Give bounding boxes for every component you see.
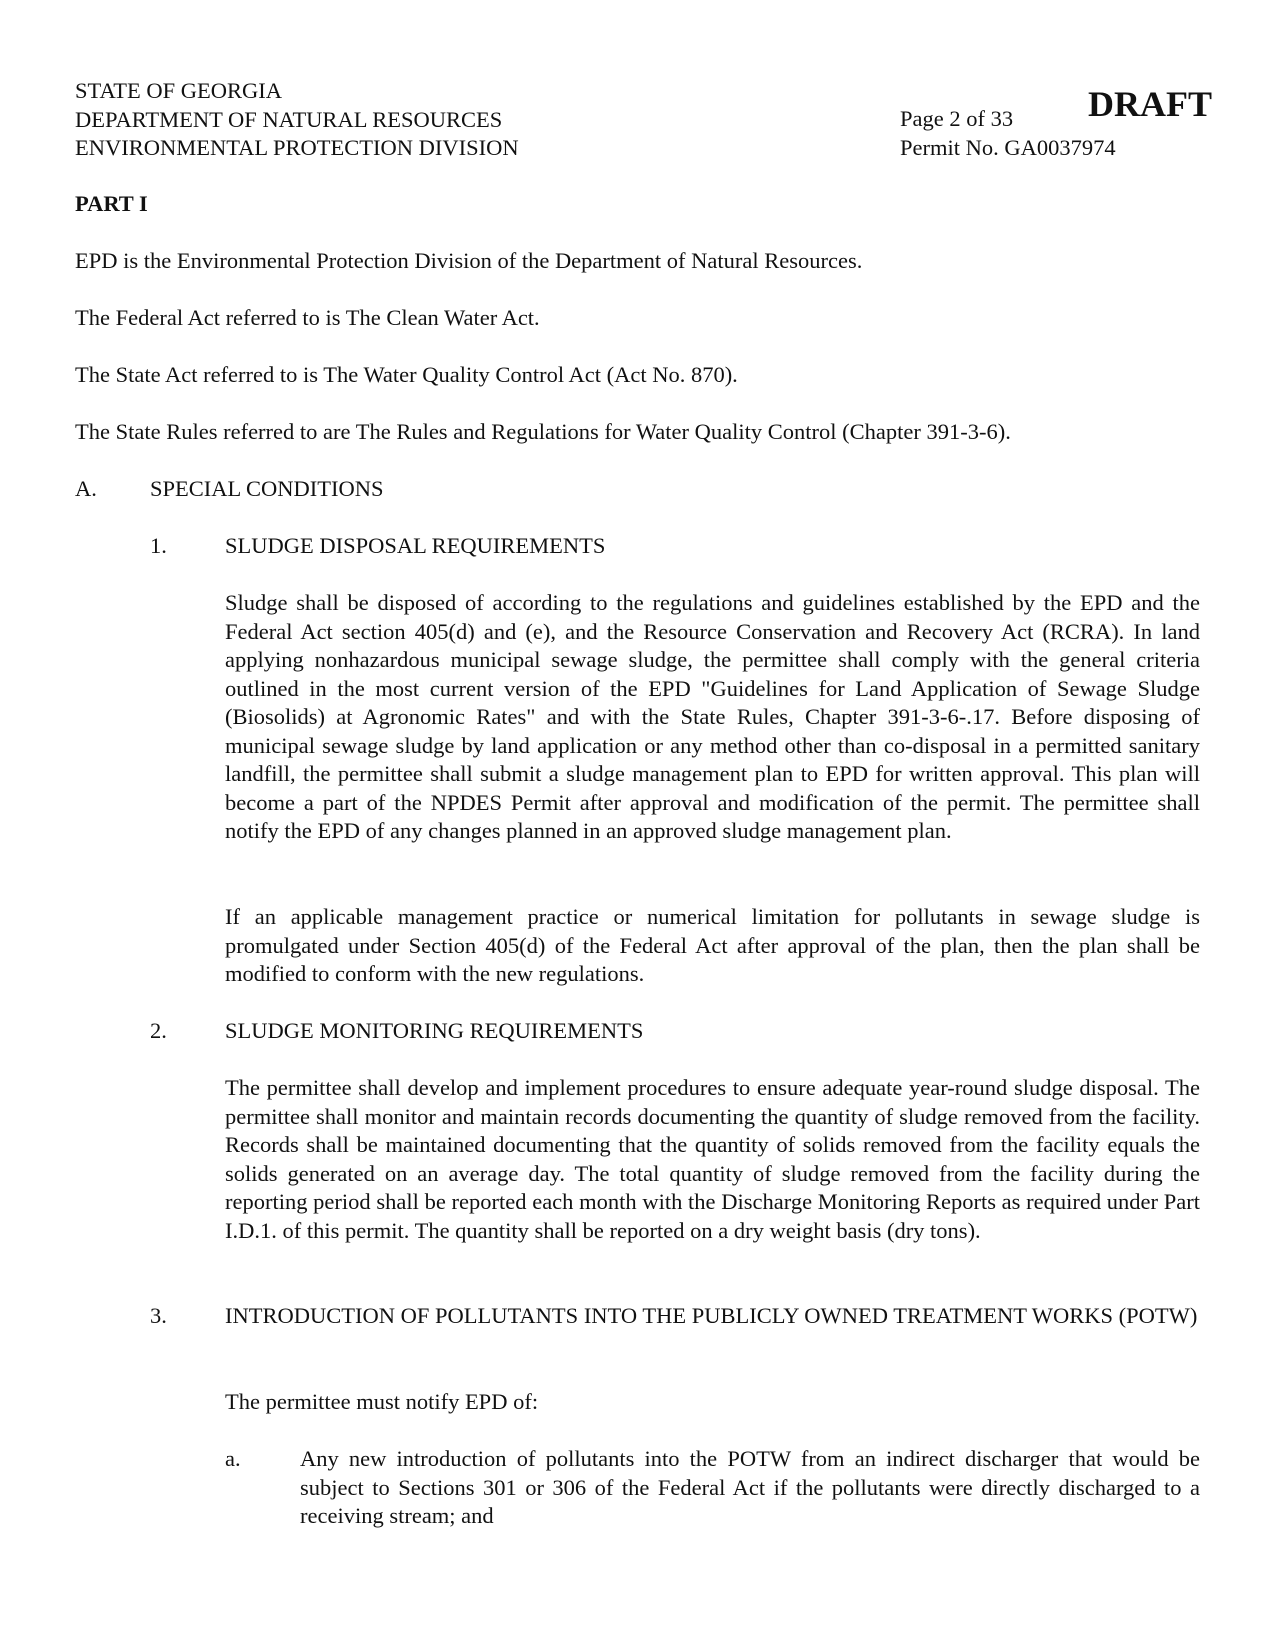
paragraph-notify-intro: The permittee must notify EPD of:	[225, 1389, 539, 1414]
subitem-new-pollutants: Any new introduction of pollutants into the POTW from an indirect discharger that would be subject to Sections 301 or 306 of the Federal Act if the pollutants were directly discharged to a receiving stream; and	[300, 1446, 1200, 1528]
definition-federal-act: The Federal Act referred to is The Clean Water Act.	[75, 305, 540, 330]
definition-state-act: The State Act referred to is The Water Quality Control Act (Act No. 870).	[75, 362, 738, 387]
item-number: 3.	[150, 1303, 167, 1328]
item-title-sludge-monitoring: SLUDGE MONITORING REQUIREMENTS	[225, 1018, 644, 1043]
page-info	[900, 105, 1116, 162]
item-number: 1.	[150, 533, 167, 558]
section-title: SPECIAL CONDITIONS	[150, 476, 384, 501]
agency-header	[75, 77, 519, 163]
agency-line-department: DEPARTMENT OF NATURAL RESOURCES	[75, 106, 503, 132]
definition-epd: EPD is the Environmental Protection Division of the Department of Natural Resources.	[75, 248, 863, 273]
subitem-letter: a.	[225, 1446, 241, 1471]
page-number: Page 2 of 33	[900, 106, 1014, 131]
paragraph-sludge-plan-modification: If an applicable management practice or numerical limitation for pollutants in sewage sludge is promulgated under Section 405(d) of the Federal Act after approval of the plan, then the plan shall be modified to conform with the new regulations.	[225, 904, 1200, 986]
section-letter: A.	[75, 476, 97, 501]
item-number: 2.	[150, 1018, 167, 1043]
item-title-pollutants: INTRODUCTION OF POLLUTANTS INTO THE PUBLICLY OWNED TREATMENT WORKS (POTW)	[225, 1303, 1198, 1328]
part-title: PART I	[75, 191, 148, 216]
definition-state-rules: The State Rules referred to are The Rules and Regulations for Water Quality Control (Chapter 391-3-6).	[75, 419, 1011, 444]
draft-watermark: DRAFT	[1088, 84, 1212, 124]
paragraph-sludge-disposal: Sludge shall be disposed of according to the regulations and guidelines established by the EPD and the Federal Act section 405(d) and (e), and the Resource Conservation and Recovery Act (RCRA). In land applying nonhazardous municipal sewage sludge, the permittee shall comply with the general criteria outlined in the most current version of the EPD "Guidelines for Land Application of Sewage Sludge (Biosolids) at Agronomic Rates" and with the State Rules, Chapter 391-3-6-.17. Before disposing of municipal sewage sludge by land application or any method other than co-disposal in a permitted sanitary landfill, the permittee shall submit a sludge management plan to EPD for written approval. This plan will become a part of the NPDES Permit after approval and modification of the permit. The permittee shall notify the EPD of any changes planned in an approved sludge management plan.	[225, 590, 1200, 843]
permit-number: Permit No. GA0037974	[900, 134, 1116, 160]
paragraph-sludge-monitoring: The permittee shall develop and implement procedures to ensure adequate year-round sludge disposal. The permittee shall monitor and maintain records documenting the quantity of sludge removed from the facility. Records shall be maintained documenting that the quantity of solids removed from the facility equals the solids generated on an average day. The total quantity of sludge removed from the facility during the reporting period shall be reported each month with the Discharge Monitoring Reports as required under Part I.D.1. of this permit. The quantity shall be reported on a dry weight basis (dry tons).	[225, 1075, 1200, 1243]
item-title-sludge-disposal: SLUDGE DISPOSAL REQUIREMENTS	[225, 533, 606, 558]
agency-line-division: ENVIRONMENTAL PROTECTION DIVISION	[75, 135, 519, 160]
agency-line-state: STATE OF GEORGIA	[75, 78, 282, 103]
